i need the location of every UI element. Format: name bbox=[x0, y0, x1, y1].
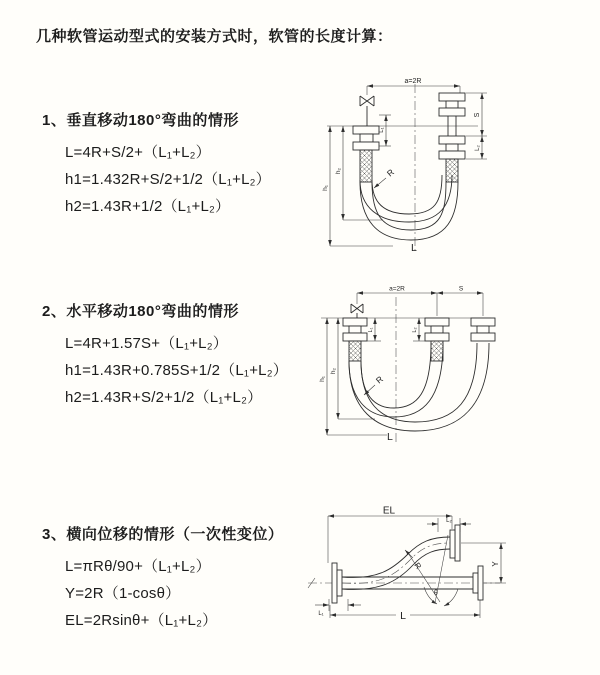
left-hose-braid bbox=[349, 341, 361, 361]
diagram-vertical-bend bbox=[315, 70, 590, 262]
formula-1-L: L=4R+S/2+（L₁+L₂） bbox=[65, 144, 211, 161]
section-3-number: 3、 bbox=[42, 526, 67, 543]
formula-3-Y: Y=2R（1-cosθ） bbox=[65, 585, 181, 602]
radius-label: R bbox=[384, 166, 396, 179]
valve-icon bbox=[360, 96, 374, 126]
right-flange-lower bbox=[439, 136, 465, 159]
hose-curves bbox=[360, 175, 458, 240]
right-flange-upper bbox=[439, 93, 465, 116]
dim-s-label: S bbox=[474, 112, 481, 118]
length-label: L bbox=[411, 242, 417, 254]
length-label: L bbox=[400, 610, 406, 622]
diagram-3-svg bbox=[300, 503, 595, 648]
dim-l1-label: L₁ bbox=[318, 611, 324, 617]
displaced-hose bbox=[342, 537, 450, 589]
dim-L1 bbox=[367, 318, 381, 341]
radius-label: R bbox=[412, 560, 424, 571]
left-flange bbox=[353, 126, 379, 150]
dim-h2-label: h₂ bbox=[335, 167, 342, 175]
dim-s-label: S bbox=[458, 285, 464, 293]
section-2-heading: 水平移动180°弯曲的情形 bbox=[66, 303, 239, 320]
section-3 bbox=[42, 523, 283, 634]
section-1 bbox=[42, 109, 271, 220]
dim-S bbox=[466, 93, 487, 136]
formula-1-h1: h1=1.432R+S/2+1/2（L₁+L₂） bbox=[65, 171, 271, 188]
formula-3-EL: EL=2Rsinθ+（L₁+L₂） bbox=[65, 612, 218, 629]
dim-L2 bbox=[466, 136, 487, 159]
dim-L1 bbox=[379, 115, 391, 146]
formula-1-h2: h2=1.43R+1/2（L₁+L₂） bbox=[65, 198, 231, 215]
dim-L bbox=[330, 600, 480, 622]
section-1-number: 1、 bbox=[42, 112, 67, 129]
diagram-horizontal-bend bbox=[315, 281, 595, 449]
page-title: 几种软管运动型式的安装方式时，软管的长度计算： bbox=[36, 28, 393, 45]
dim-a-label: a=2R bbox=[389, 285, 405, 293]
radius-label: R bbox=[373, 373, 385, 386]
dim-S bbox=[437, 286, 483, 294]
dim-a-2R bbox=[357, 286, 437, 294]
lower-right-flange bbox=[473, 566, 483, 600]
radius-callout bbox=[364, 374, 385, 395]
diagram-lateral-displacement bbox=[300, 503, 595, 648]
formula-2-L: L=4R+1.57S+（L₁+L₂） bbox=[65, 335, 228, 352]
dim-h1-label: h₁ bbox=[322, 185, 329, 191]
dim-L1 bbox=[315, 599, 361, 617]
dim-l1-label: L₁ bbox=[368, 327, 374, 333]
section-2-number: 2、 bbox=[42, 303, 67, 320]
formula-3-L: L=πRθ/90+（L₁+L₂） bbox=[65, 558, 211, 575]
dim-h1-label: h₁ bbox=[319, 376, 326, 382]
dim-l2-label: L₂ bbox=[475, 145, 481, 151]
dim-L2 bbox=[412, 318, 425, 341]
left-flange bbox=[332, 563, 342, 603]
upper-right-flange bbox=[450, 525, 460, 561]
dim-l1-label: L₁ bbox=[379, 127, 385, 133]
formula-2-h1: h1=1.43R+0.785S+1/2（L₁+L₂） bbox=[65, 362, 288, 379]
dim-h2-label: h₂ bbox=[330, 367, 337, 375]
valve-icon bbox=[351, 304, 363, 318]
dim-h2 bbox=[335, 126, 383, 220]
diagram-1-svg bbox=[315, 70, 590, 262]
radius-callout bbox=[374, 167, 396, 188]
dim-el-label: EL bbox=[382, 505, 396, 517]
left-flange bbox=[343, 318, 367, 341]
dim-a-label: a=2R bbox=[404, 78, 422, 85]
angle-label: θ bbox=[434, 590, 438, 597]
diagram-2-svg bbox=[315, 281, 595, 449]
dim-y-label: Y bbox=[491, 561, 500, 567]
right-flange bbox=[471, 318, 495, 341]
middle-flange bbox=[425, 318, 449, 341]
hose-curves bbox=[349, 343, 489, 431]
dim-a-2R bbox=[367, 78, 460, 95]
middle-hose-braid bbox=[431, 341, 443, 361]
section-1-heading: 垂直移动180°弯曲的情形 bbox=[66, 112, 239, 129]
radius-callout bbox=[405, 550, 423, 571]
dim-l2-label: L₂ bbox=[412, 327, 418, 333]
section-3-heading: 横向位移的情形（一次性变位） bbox=[66, 526, 284, 543]
left-hose-braid bbox=[360, 150, 372, 182]
length-label: L bbox=[387, 431, 393, 443]
dim-L2 bbox=[427, 518, 471, 532]
section-2 bbox=[42, 300, 288, 411]
dim-l2-label: L₂ bbox=[446, 518, 452, 524]
dim-EL bbox=[328, 506, 452, 564]
formula-2-h2: h2=1.43R+S/2+1/2（L₁+L₂） bbox=[65, 389, 263, 406]
